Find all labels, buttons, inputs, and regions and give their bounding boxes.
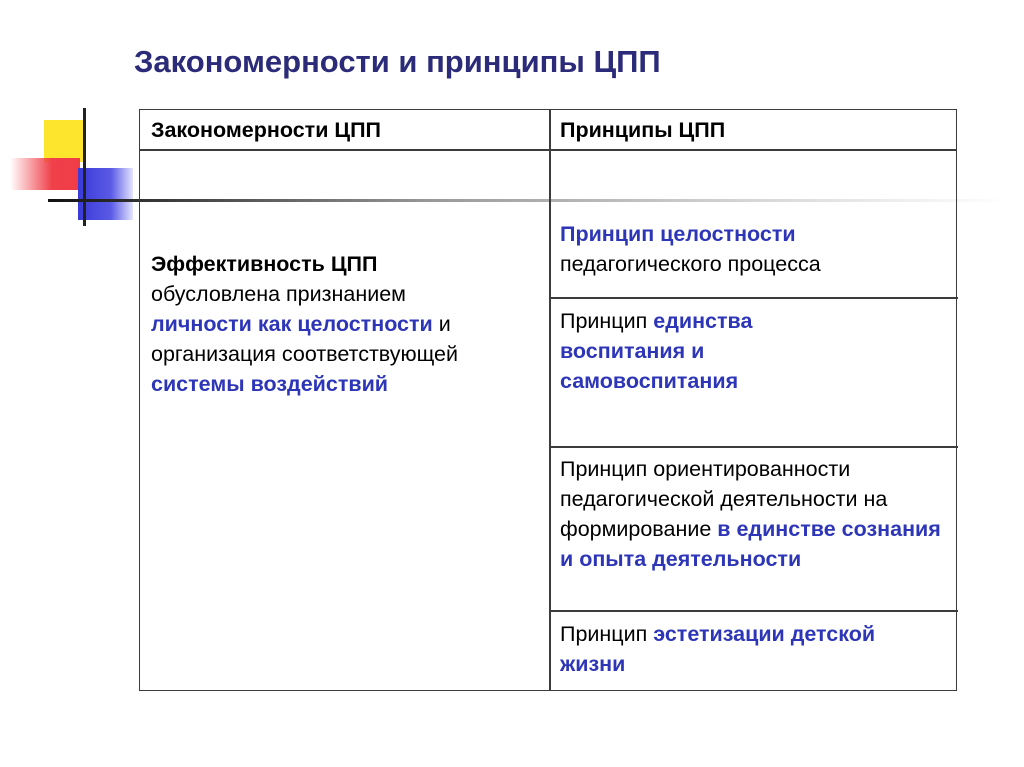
principle-1-accent: Принцип целостности — [560, 222, 796, 246]
page-title: Закономерности и принципы ЦПП — [134, 44, 661, 79]
principle-3 — [560, 454, 945, 574]
principle-3-accent: в единстве сознания и опыта деятельности — [560, 517, 941, 571]
vertical-line — [83, 108, 86, 226]
principle-2 — [560, 306, 880, 396]
left-accent-2: системы воздействий — [151, 372, 389, 396]
principle-4-text: Принцип — [560, 622, 648, 646]
column-divider — [549, 110, 551, 690]
principle-1 — [560, 219, 945, 279]
header-right: Принципы ЦПП — [560, 118, 726, 142]
principle-4 — [560, 619, 880, 679]
principles-table — [139, 109, 957, 691]
row-divider — [549, 610, 958, 612]
red-gradient-bar — [10, 158, 80, 190]
left-text-2: и организация соответствующей — [151, 312, 459, 366]
yellow-square — [44, 120, 84, 162]
blue-square — [78, 168, 133, 220]
principle-2-text: Принцип — [560, 309, 648, 333]
principle-3-text: Принцип ориентированности педагогической деятельности на формирование — [560, 457, 888, 541]
row-divider — [549, 297, 958, 299]
principle-2-accent: единства воспитания и самовоспитания — [560, 309, 753, 393]
principle-1-text: педагогического процесса — [560, 252, 821, 276]
header-left: Закономерности ЦПП — [151, 118, 381, 142]
row-divider — [549, 446, 958, 448]
principle-4-accent: эстетизации детской жизни — [560, 622, 876, 676]
left-text-1: обусловлена признанием — [151, 282, 406, 306]
header-divider — [140, 149, 956, 151]
left-strong: Эффективность ЦПП — [151, 252, 378, 276]
left-accent-1: личности как целостности — [151, 312, 433, 336]
left-cell — [151, 249, 531, 399]
